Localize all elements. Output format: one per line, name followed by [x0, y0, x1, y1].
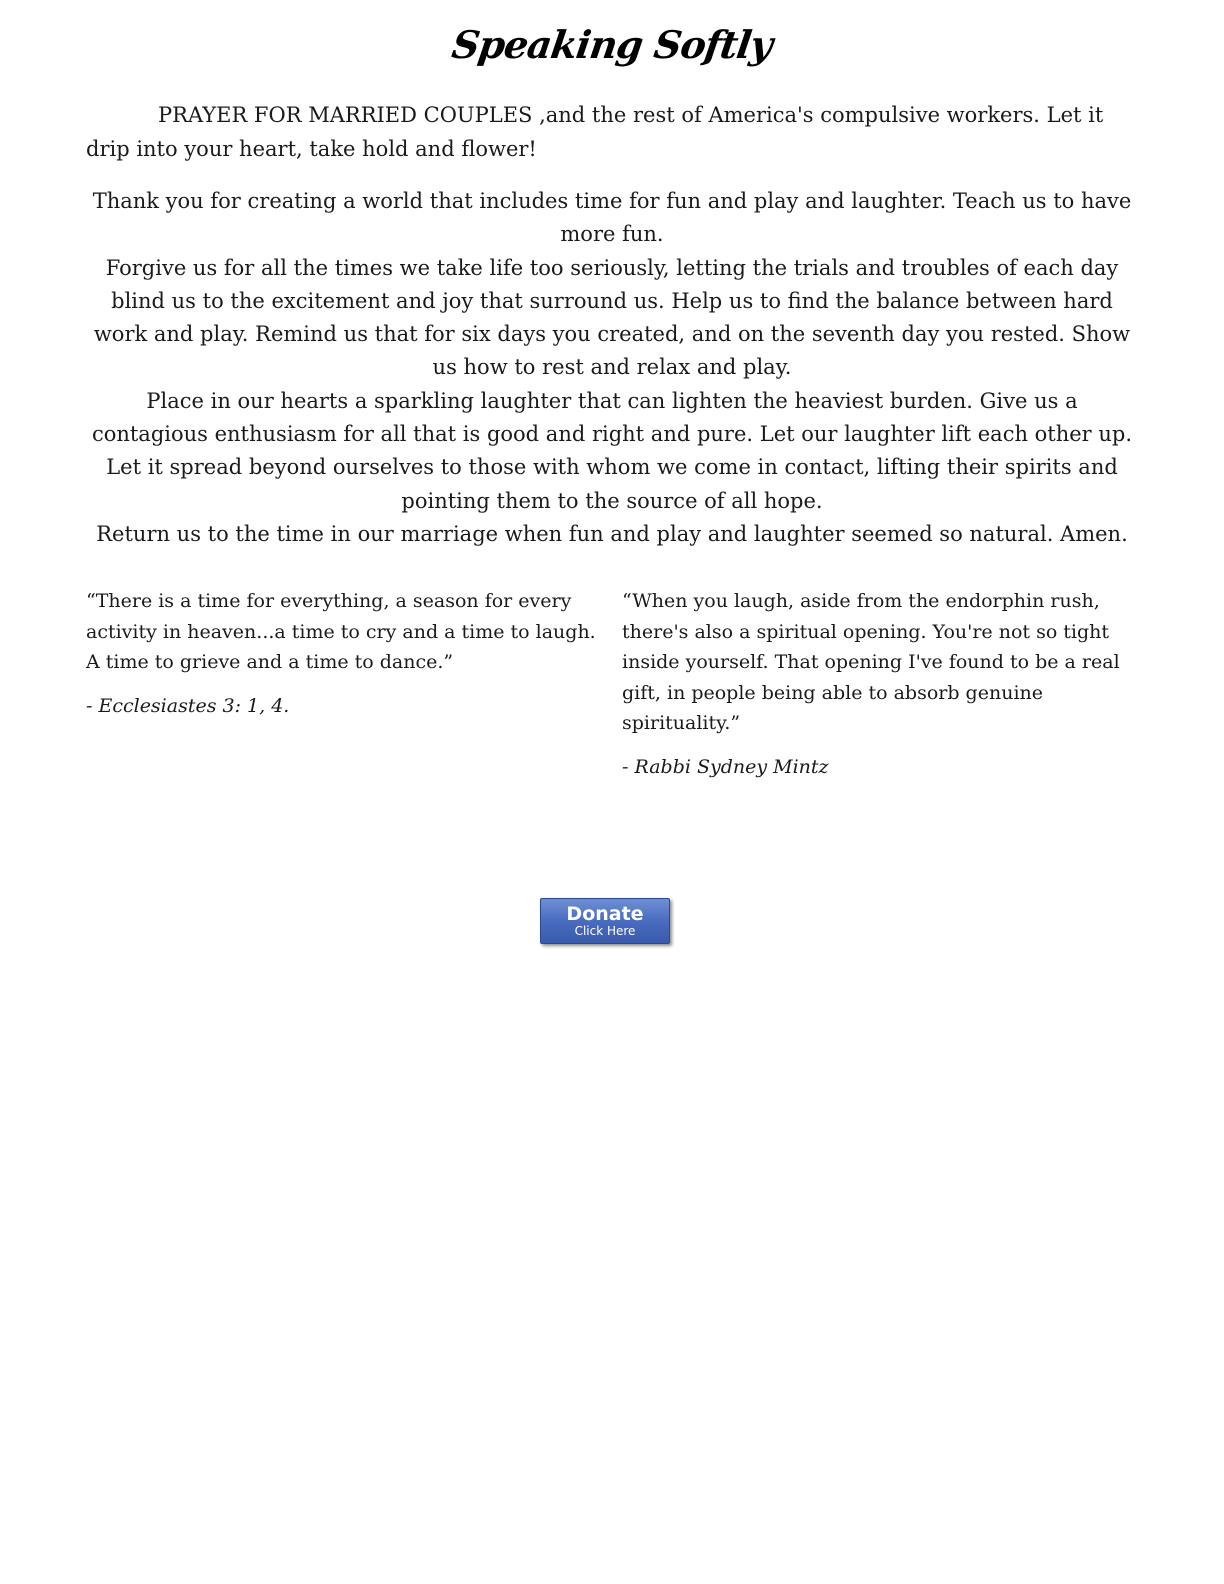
donate-button[interactable] — [540, 898, 670, 944]
quote-attribution: - Ecclesiastes 3: 1, 4. — [86, 694, 290, 717]
page-title: Speaking Softly — [449, 22, 775, 67]
intro-text: PRAYER FOR MARRIED COUPLES ,and the rest of America's compulsive workers. Let it drip into your heart, take hold and flower! — [86, 103, 1104, 161]
prayer-paragraph: Place in our hearts a sparkling laughter that can lighten the heaviest burden. Give us a contagious enthusiasm for all that is good and right and pure. Let our laughter lift each other up. Let it spread beyond ourselves to those with whom we come in contact, lifting their spirits and pointing them to the source of all hope. — [91, 388, 1133, 513]
prayer-body — [86, 185, 1138, 551]
prayer-paragraph: Forgive us for all the times we take life too seriously, letting the trials and troubles of each day blind us to the excitement and joy that surround us. Help us to find the balance between hard work and play. Remind us that for six days you created, and on the seventh day you rested. Show us how to rest and relax and play. — [93, 255, 1131, 380]
prayer-paragraph: Return us to the time in our marriage when fun and play and laughter seemed so natural. Amen. — [96, 521, 1128, 546]
quote-text: “When you laugh, aside from the endorphin rush, there's also a spiritual opening. You're not so tight inside yourself. That opening I've found to be a real gift, in people being able to absorb genuine spirituality.” — [622, 590, 1120, 734]
quote-text: “There is a time for everything, a season for every activity in heaven...a time to cry and a time to laugh. A time to grieve and a time to dance.” — [86, 590, 596, 673]
donate-sublabel: Click Here — [574, 924, 636, 938]
donate-label: Donate — [566, 903, 644, 925]
quote-ecclesiastes — [86, 586, 598, 721]
quote-attribution: - Rabbi Sydney Mintz — [622, 755, 829, 778]
prayer-paragraph: Thank you for creating a world that includes time for fun and play and laughter. Teach us to have more fun. — [92, 189, 1132, 247]
quote-rabbi — [622, 586, 1138, 782]
